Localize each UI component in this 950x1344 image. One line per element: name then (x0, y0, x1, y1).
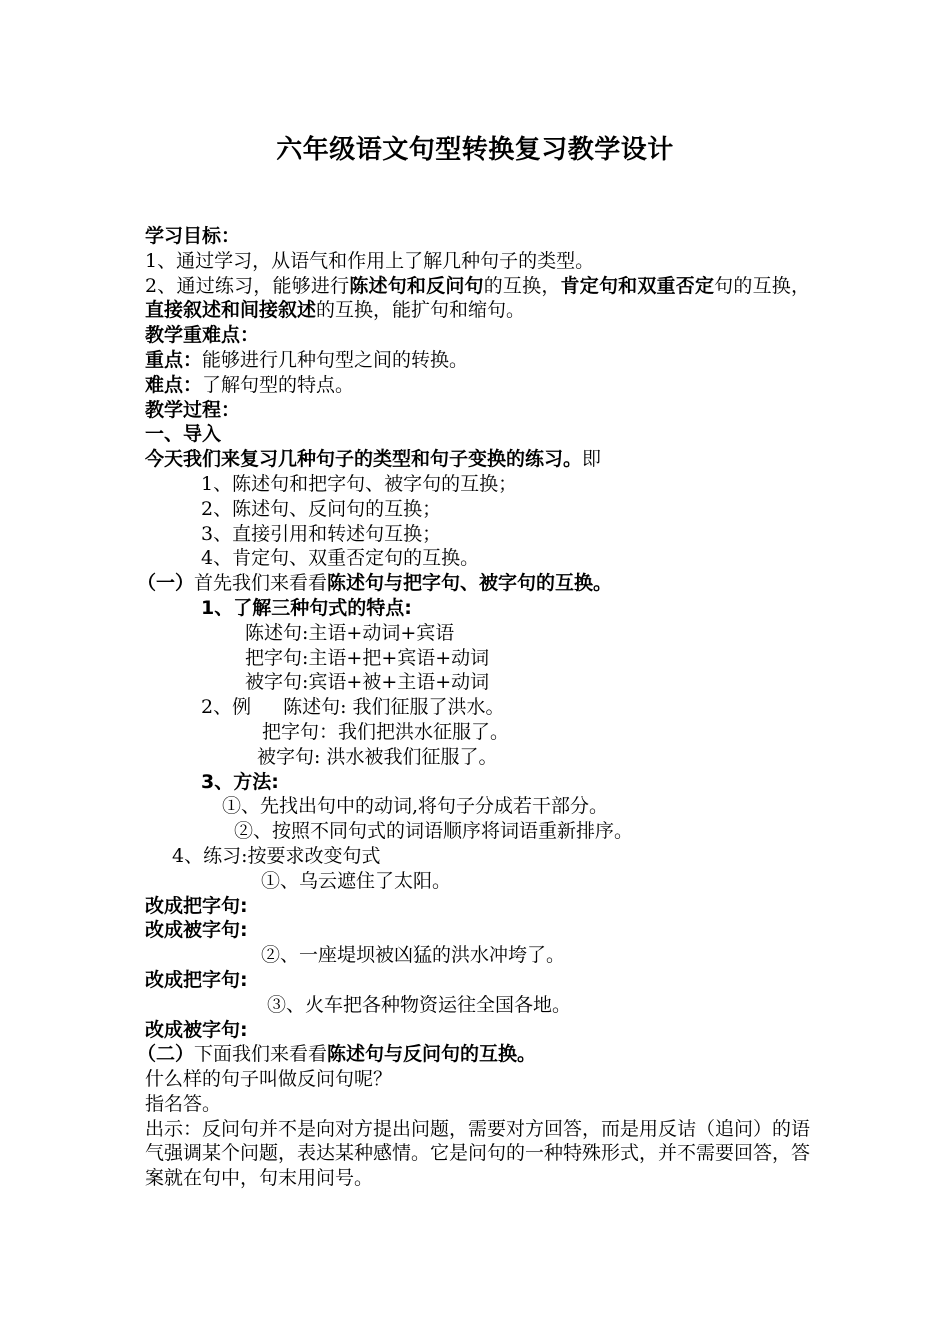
change-to-ba-label: 改成把字句: (145, 894, 248, 917)
review-list-item: 2、陈述句、反问句的互换； (201, 497, 442, 520)
objective-2-text-a: 2、通过练习，能够进行 (145, 274, 350, 297)
method-step-1: ①、先找出句中的动词,将句子分成若干部分。 (222, 795, 609, 818)
review-list-item: 3、直接引用和转述句互换； (201, 522, 442, 545)
change-to-bei-label: 改成被字句: (145, 919, 248, 942)
feature-ba-sentence: 把字句:主语+把+宾语+动词 (245, 646, 490, 669)
difficult-point-text: 了解句型的特点。 (202, 373, 355, 396)
change-to-bei-label: 改成被字句: (145, 1018, 248, 1041)
part-one-heading (137, 571, 810, 596)
key-point-text: 能够进行几种句型之间的转换。 (202, 348, 469, 371)
practice-question-1: ①、乌云遮住了太阳。 (261, 869, 452, 892)
intro-tail: 即 (582, 448, 602, 471)
practice-heading: 4、练习:按要求改变句式 (172, 844, 381, 867)
rhetorical-explanation: 出示：反问句并不是向对方提出问题，需要对方回答，而是用反诘（追问）的语气强调某个问题，表达某种感情。它是问句的一种特殊形式，并不需要回答，答案就在句中，句末用问号。 (145, 1117, 811, 1190)
document-body (137, 224, 811, 1191)
key-point (145, 348, 810, 373)
objective-item-2 (145, 274, 810, 324)
keypoints-heading: 教学重难点： (145, 324, 260, 347)
method-step-2: ②、按照不同句式的词语顺序将词语重新排序。 (234, 820, 634, 843)
objective-2-text-e: 句的互换， (714, 274, 810, 297)
feature-statement: 陈述句:主语+动词+宾语 (245, 621, 455, 644)
objective-item-1: 1、通过学习，从语气和作用上了解几种句子的类型。 (145, 249, 595, 272)
part-two-lead: 下面我们来看看 (194, 1043, 328, 1066)
rhetorical-question-prompt: 什么样的句子叫做反问句呢？ (145, 1068, 393, 1091)
part-one-number: （一） (137, 572, 195, 595)
intro-bold: 今天我们来复习几种句子的类型和句子变换的练习。 (145, 448, 583, 471)
part-two-number: （二） (137, 1043, 195, 1066)
features-heading: 1、了解三种句式的特点: (201, 596, 412, 619)
method-heading: 3、方法: (201, 770, 279, 793)
document-title: 六年级语文句型转换复习教学设计 (276, 135, 674, 165)
part-two-heading (137, 1042, 810, 1067)
intro-paragraph (145, 447, 810, 472)
change-to-ba-label: 改成把字句: (145, 968, 248, 991)
part-one-lead: 首先我们来看看 (194, 572, 328, 595)
practice-question-3: ③、火车把各种物资运往全国各地。 (267, 993, 572, 1016)
feature-bei-sentence: 被字句:宾语+被+主语+动词 (245, 671, 490, 694)
difficult-point-label: 难点： (145, 373, 203, 396)
key-point-label: 重点： (145, 348, 203, 371)
objective-2-text-c: 的互换， (483, 274, 561, 297)
part-two-topic: 陈述句与反问句的互换。 (327, 1043, 537, 1066)
example-bei: 被字句: 洪水被我们征服了。 (257, 745, 498, 768)
objective-2-bold-b: 陈述句和反问句 (349, 274, 484, 297)
difficult-point (145, 373, 810, 398)
example-line (145, 695, 810, 720)
review-list-item: 4、肯定句、双重否定句的互换。 (201, 547, 480, 570)
objective-2-text-g: 的互换，能扩句和缩句。 (316, 299, 526, 322)
objective-2-bold-d: 肯定句和双重否定 (560, 274, 715, 297)
example-statement: 陈述句: 我们征服了洪水。 (283, 696, 505, 719)
process-heading: 教学过程： (145, 398, 241, 421)
answer-prompt: 指名答。 (145, 1092, 222, 1115)
part-one-topic: 陈述句与把字句、被字句的互换。 (327, 572, 613, 595)
section-intro-heading: 一、导入 (145, 423, 222, 446)
review-list-item: 1、陈述句和把字句、被字句的互换； (201, 472, 518, 495)
practice-question-2: ②、一座堤坝被凶猛的洪水冲垮了。 (261, 944, 566, 967)
objective-2-bold-f: 直接叙述和间接叙述 (145, 299, 317, 322)
example-label: 2、例 (201, 696, 252, 719)
example-ba: 把字句：我们把洪水征服了。 (262, 720, 510, 743)
objectives-heading: 学习目标： (145, 225, 241, 247)
